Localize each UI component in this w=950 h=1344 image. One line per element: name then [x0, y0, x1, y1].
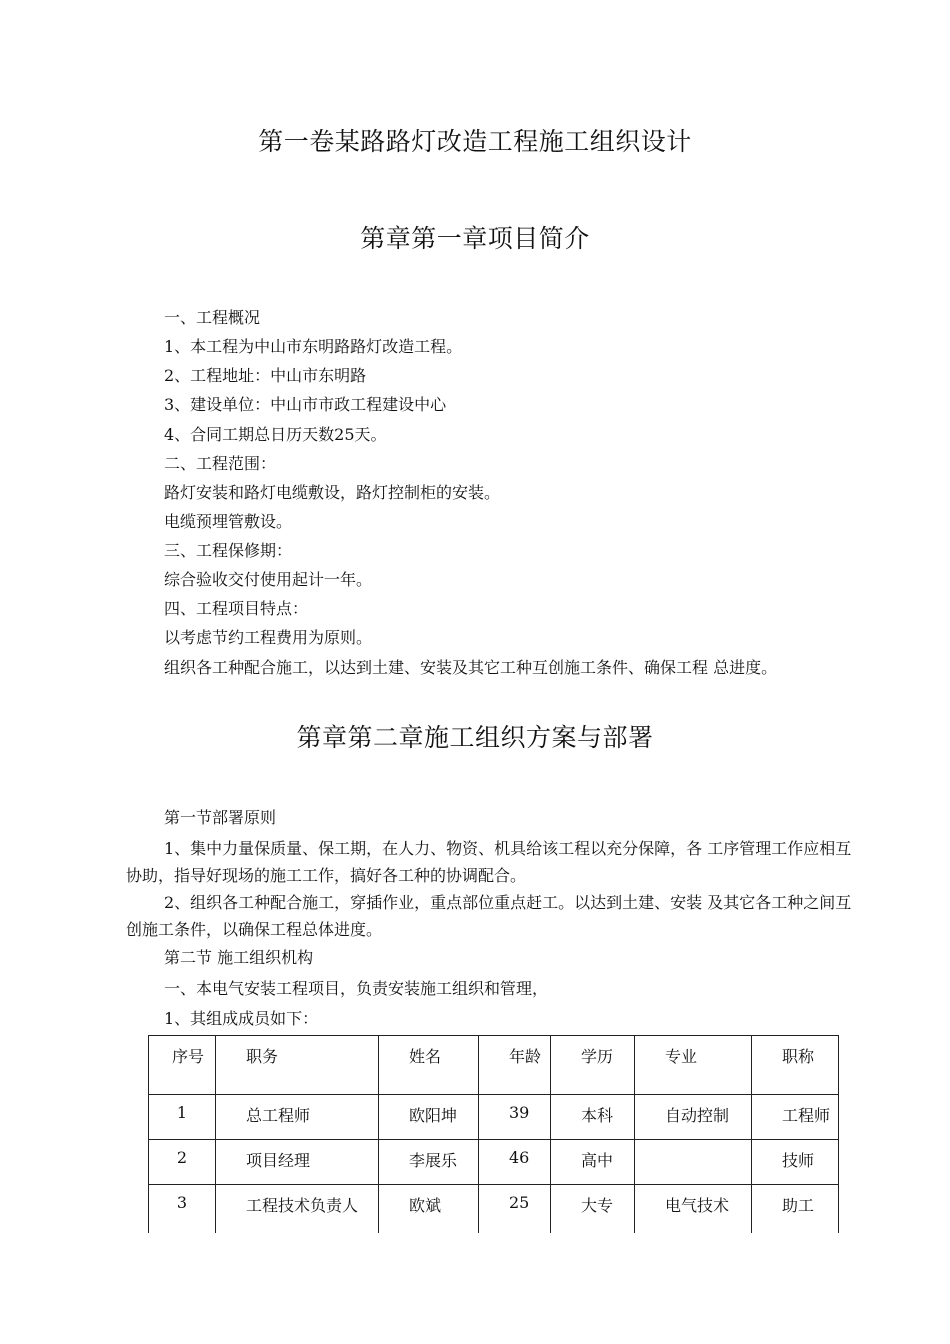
paragraph-2: 2、组织各工种配合施工，穿插作业，重点部位重点赶工。以达到土建、安装 及其它各工种之间互创施工条件，以确保工程总体进度。: [126, 893, 852, 939]
header-cell: 序号: [149, 1036, 216, 1095]
chapter-1-line: 4、合同工期总日历天数25天。: [164, 425, 387, 444]
table-cell: [635, 1140, 752, 1185]
chapter-1-line: 组织各工种配合施工，以达到土建、安装及其它工种互创施工条件、确保工程 总进度。: [164, 658, 778, 677]
table-cell: 1: [149, 1095, 216, 1140]
chapter-1-line: 二、工程范围：: [164, 454, 277, 473]
table-cell: 本科: [551, 1095, 635, 1140]
table-cell: 2: [149, 1140, 216, 1185]
chapter-1-line: 以考虑节约工程费用为原则。: [164, 628, 373, 647]
table-cell: 工程技术负责人: [216, 1185, 379, 1234]
table-cell: 46: [479, 1140, 551, 1185]
table-cell: 工程师: [752, 1095, 839, 1140]
staff-table: [148, 1035, 839, 1233]
chapter-1-line: 一、工程概况: [164, 308, 261, 327]
table-cell: 欧斌: [379, 1185, 479, 1234]
chapter-1-line: 电缆预埋管敷设。: [164, 512, 293, 531]
table-cell: 39: [479, 1095, 551, 1140]
table-row: [149, 1095, 839, 1140]
header-cell: 年龄: [479, 1036, 551, 1095]
header-cell: 姓名: [379, 1036, 479, 1095]
table-header-row: [149, 1036, 839, 1095]
chapter-1-line: 路灯安装和路灯电缆敷设，路灯控制柜的安装。: [164, 483, 501, 502]
chapter-1-line: 1、本工程为中山市东明路路灯改造工程。: [164, 337, 463, 356]
chapter-1-line: 四、工程项目特点：: [164, 599, 309, 618]
paragraph-1: 1、集中力量保质量、保工期，在人力、物资、机具给该工程以充分保障，各 工序管理工作应相互协助，指导好现场的施工工作，搞好各工种的协调配合。: [126, 839, 852, 885]
table-cell: 欧阳坤: [379, 1095, 479, 1140]
chapter-1-line: 2、工程地址：中山市东明路: [164, 366, 367, 385]
table-cell: 高中: [551, 1140, 635, 1185]
chapter-1-line: 3、建设单位：中山市市政工程建设中心: [164, 395, 447, 414]
header-cell: 学历: [551, 1036, 635, 1095]
chapter-1-title: 第章第一章项目简介: [360, 224, 590, 253]
document-title: 第一卷某路路灯改造工程施工组织设计: [258, 127, 692, 156]
chapter-2-title: 第章第二章施工组织方案与部署: [296, 723, 654, 752]
table-cell: 李展乐: [379, 1140, 479, 1185]
org-line: 一、本电气安装工程项目，负责安装施工组织和管理，: [164, 979, 549, 998]
table-cell: 项目经理: [216, 1140, 379, 1185]
section-1-title: 第一节部署原则: [164, 808, 277, 827]
header-cell: 专业: [635, 1036, 752, 1095]
table-cell: 大专: [551, 1185, 635, 1234]
chapter-1-line: 综合验收交付使用起计一年。: [164, 570, 373, 589]
table-cell: 3: [149, 1185, 216, 1234]
table-row: [149, 1140, 839, 1185]
table-cell: 总工程师: [216, 1095, 379, 1140]
table-row: [149, 1185, 839, 1234]
members-line: 1、其组成成员如下：: [164, 1009, 319, 1028]
header-cell: 职称: [752, 1036, 839, 1095]
table-cell: 助工: [752, 1185, 839, 1234]
header-cell: 职务: [216, 1036, 379, 1095]
section-2-title: 第二节 施工组织机构: [164, 948, 314, 967]
chapter-1-line: 三、工程保修期：: [164, 541, 293, 560]
table-cell: 技师: [752, 1140, 839, 1185]
table-cell: 电气技术: [635, 1185, 752, 1234]
table-cell: 自动控制: [635, 1095, 752, 1140]
table-cell: 25: [479, 1185, 551, 1234]
